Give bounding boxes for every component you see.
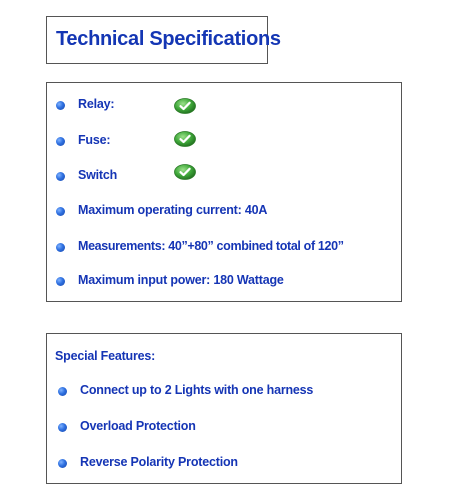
bullet-icon	[58, 459, 67, 468]
features-heading: Special Features:	[55, 349, 156, 363]
spec-label: Maximum operating current: 40A	[78, 203, 268, 217]
bullet-icon	[56, 137, 65, 146]
checkmark-icon	[174, 131, 196, 147]
spec-label: Fuse:	[78, 133, 111, 147]
specs-panel	[46, 82, 402, 302]
features-panel	[46, 333, 402, 484]
feature-label: Overload Protection	[80, 419, 196, 433]
feature-label: Reverse Polarity Protection	[80, 455, 238, 469]
bullet-icon	[56, 277, 65, 286]
spec-label: Relay:	[78, 97, 115, 111]
spec-label: Switch	[78, 168, 118, 182]
bullet-icon	[56, 101, 65, 110]
bullet-icon	[56, 243, 65, 252]
checkmark-icon	[174, 98, 196, 114]
spec-label: Measurements: 40”+80” combined total of 120”	[78, 239, 344, 253]
title-box	[46, 16, 281, 64]
checkmark-icon	[174, 164, 196, 180]
feature-label: Connect up to 2 Lights with one harness	[80, 383, 314, 397]
page-title: Technical Specifications	[56, 28, 281, 50]
bullet-icon	[56, 207, 65, 216]
bullet-icon	[56, 172, 65, 181]
bullet-icon	[58, 387, 67, 396]
spec-label: Maximum input power: 180 Wattage	[78, 273, 284, 287]
bullet-icon	[58, 423, 67, 432]
